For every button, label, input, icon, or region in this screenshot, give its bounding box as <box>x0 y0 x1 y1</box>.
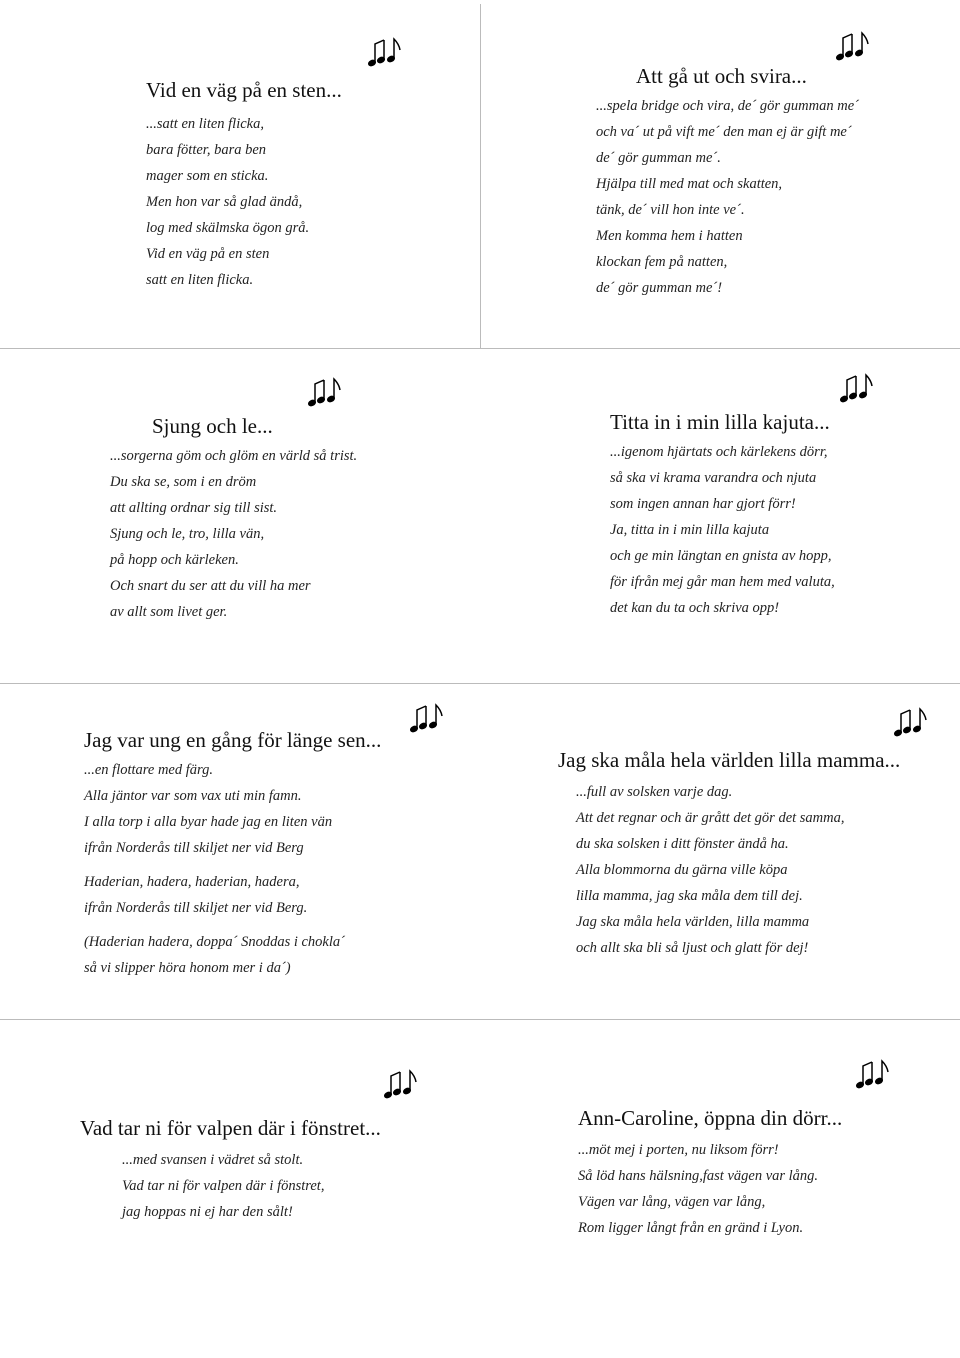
music-notes-icon <box>836 372 874 410</box>
lyric-line: (Haderian hadera, doppa´ Snoddas i chokla´ <box>84 934 345 950</box>
lyric-line: satt en liten flicka. <box>146 272 254 288</box>
lyric-line: bara fötter, bara ben <box>146 142 267 158</box>
song-title: Att gå ut och svira... <box>636 64 807 88</box>
lyric-line: log med skälmska ögon grå. <box>146 220 310 236</box>
lyric-line: Jag ska måla hela världen, lilla mamma <box>576 914 810 930</box>
song-title: Jag ska måla hela världen lilla mamma... <box>558 748 901 772</box>
song-card-jag-var-ung <box>84 728 381 981</box>
lyric-line: och allt ska bli så ljust och glatt för dej! <box>576 940 809 956</box>
lyric-line: de´ gör gumman me´! <box>596 280 723 296</box>
music-notes-icon <box>304 376 342 414</box>
song-title: Vid en väg på en sten... <box>146 78 342 102</box>
lyric-line: Haderian, hadera, haderian, hadera, <box>84 874 300 890</box>
lyric-line: ...sorgerna göm och glöm en värld så trist. <box>110 448 358 464</box>
lyric-line: och ge min längtan en gnista av hopp, <box>610 548 832 564</box>
lyric-line: Vad tar ni för valpen där i fönstret, <box>122 1178 325 1194</box>
lyric-line: och va´ ut på vift me´ den man ej är gift me´ <box>596 124 852 140</box>
lyric-line: Så löd hans hälsning,fast vägen var lång. <box>578 1168 819 1184</box>
lyric-line: Vägen var lång, vägen var lång, <box>578 1194 766 1210</box>
music-notes-icon <box>890 706 928 744</box>
lyric-line: ifrån Norderås till skiljet ner vid Berg. <box>84 900 308 916</box>
lyric-line: Men komma hem i hatten <box>596 228 743 244</box>
lyric-line: ...möt mej i porten, nu liksom förr! <box>578 1142 779 1158</box>
music-notes-icon <box>406 702 444 740</box>
lyric-line: Du ska se, som i en dröm <box>110 474 257 490</box>
lyric-line: Alla blommorna du gärna ville köpa <box>576 862 788 878</box>
lyric-line: Att det regnar och är grått det gör det samma, <box>576 810 845 826</box>
lyric-line: Alla jäntor var som vax uti min famn. <box>84 788 302 804</box>
song-card-vad-tar-ni <box>80 1116 381 1225</box>
song-card-jag-ska-mala <box>558 748 900 961</box>
lyric-line: så ska vi krama varandra och njuta <box>610 470 817 486</box>
lyric-line: ...med svansen i vädret så stolt. <box>122 1152 304 1168</box>
horizontal-divider <box>0 1019 960 1020</box>
lyric-line: ...en flottare med färg. <box>84 762 214 778</box>
lyric-line: de´ gör gumman me´. <box>596 150 721 166</box>
lyric-line: för ifrån mej går man hem med valuta, <box>610 574 835 590</box>
song-card-vid-en-vag <box>146 78 342 293</box>
song-title: Sjung och le... <box>152 414 273 438</box>
song-card-att-ga-ut <box>596 64 859 301</box>
lyric-line: av allt som livet ger. <box>110 604 228 620</box>
lyric-line: ifrån Norderås till skiljet ner vid Berg <box>84 840 304 856</box>
music-notes-icon <box>832 30 870 68</box>
horizontal-divider <box>0 683 960 684</box>
lyric-line: som ingen annan har gjort förr! <box>610 496 796 512</box>
lyric-line: ...spela bridge och vira, de´ gör gumman me´ <box>596 98 859 114</box>
lyric-line: Rom ligger långt från en gränd i Lyon. <box>578 1220 804 1236</box>
lyric-line: I alla torp i alla byar hade jag en liten vän <box>84 814 333 830</box>
lyric-line: Men hon var så glad ändå, <box>146 194 303 210</box>
song-title: Jag var ung en gång för länge sen... <box>84 728 382 752</box>
lyric-line: att allting ordnar sig till sist. <box>110 500 278 516</box>
lyric-line: ...satt en liten flicka, <box>146 116 264 132</box>
song-title: Vad tar ni för valpen där i fönstret... <box>80 1116 381 1140</box>
lyric-line: så vi slipper höra honom mer i da´) <box>84 960 291 976</box>
lyric-line: mager som en sticka. <box>146 168 269 184</box>
lyric-line: Ja, titta in i min lilla kajuta <box>610 522 770 538</box>
lyric-line: klockan fem på natten, <box>596 254 728 270</box>
song-card-ann-caroline <box>578 1106 842 1241</box>
lyric-line: du ska solsken i ditt fönster ändå ha. <box>576 836 789 852</box>
lyric-line: lilla mamma, jag ska måla dem till dej. <box>576 888 803 904</box>
lyric-line: tänk, de´ vill hon inte ve´. <box>596 202 745 218</box>
lyric-line: det kan du ta och skriva opp! <box>610 600 780 616</box>
lyric-line: ...full av solsken varje dag. <box>576 784 733 800</box>
music-notes-icon <box>364 36 402 74</box>
lyric-line: Hjälpa till med mat och skatten, <box>596 176 783 192</box>
vertical-divider <box>480 4 481 348</box>
song-card-titta-in <box>610 410 835 621</box>
lyric-line: jag hoppas ni ej har den sålt! <box>122 1204 293 1220</box>
lyric-line: Vid en väg på en sten <box>146 246 270 262</box>
lyric-line: Och snart du ser att du vill ha mer <box>110 578 311 594</box>
horizontal-divider <box>0 348 960 349</box>
song-title: Ann-Caroline, öppna din dörr... <box>578 1106 843 1130</box>
lyric-line: Sjung och le, tro, lilla vän, <box>110 526 265 542</box>
music-notes-icon <box>380 1068 418 1106</box>
lyric-line: på hopp och kärleken. <box>110 552 239 568</box>
music-notes-icon <box>852 1058 890 1096</box>
song-card-sjung-och-le <box>110 414 357 625</box>
lyric-line: ...igenom hjärtats och kärlekens dörr, <box>610 444 828 460</box>
song-title: Titta in i min lilla kajuta... <box>610 410 830 434</box>
